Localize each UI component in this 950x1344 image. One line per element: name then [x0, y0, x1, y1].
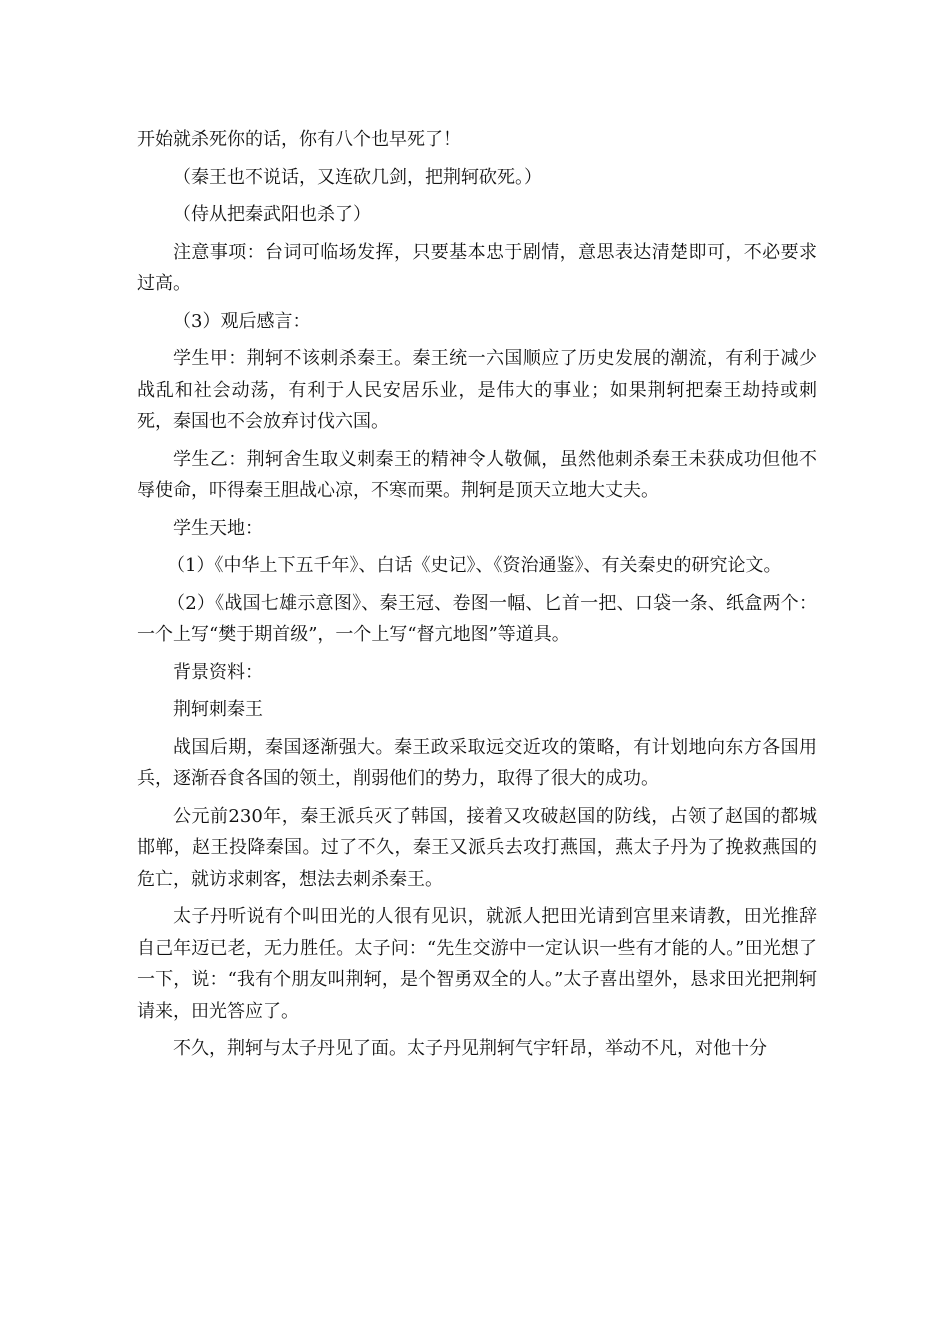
student-a-paragraph: 学生甲：荆轲不该刺杀秦王。秦王统一六国顺应了历史发展的潮流，有利于减少战乱和社会动荡，有利于人民安居乐业，是伟大的事业；如果荆轲把秦王劫持或刺死，秦国也不会放弃讨伐六国。	[137, 348, 817, 432]
stage-direction-2: （侍从把秦武阳也杀了）	[173, 204, 371, 225]
stage-direction-1: （秦王也不说话，又连砍几剑，把荆轲砍死。）	[173, 166, 542, 188]
article-title: 荆轲刺秦王	[173, 699, 263, 720]
article-paragraph-2: 公元前230年，秦王派兵灭了韩国，接着又攻破赵国的防线，占领了赵国的都城邯郸，赵王投降秦国。过了不久，秦王又派兵去攻打燕国，燕太子丹为了挽救燕国的危亡，就访求刺客，想法去刺杀秦王。	[137, 805, 817, 890]
list-item-2: （2）《战国七雄示意图》、秦王冠、卷图一幅、匕首一把、口袋一条、纸盒两个：一个上写“樊于期首级”，一个上写“督亢地图”等道具。	[137, 592, 817, 645]
paragraph-continuation: 开始就杀死你的话，你有八个也早死了！	[137, 129, 461, 150]
section-heading-background: 背景资料：	[173, 661, 263, 683]
section-heading-reflections: （3）观后感言：	[173, 310, 311, 332]
article-paragraph-3: 太子丹听说有个叫田光的人很有见识，就派人把田光请到宫里来请教，田光推辞自己年迈已老，无力胜任。太子问：“先生交游中一定认识一些有才能的人。”田光想了一下，说：“我有个朋友叫荆轲，是个智勇双全的人。”太子喜出望外，恳求田光把荆轲请来，田光答应了。	[137, 906, 817, 1022]
document-body	[137, 124, 817, 1065]
article-paragraph-1: 战国后期，秦国逐渐强大。秦王政采取远交近攻的策略，有计划地向东方各国用兵，逐渐吞食各国的领土，削弱他们的势力，取得了很大的成功。	[137, 736, 817, 789]
article-paragraph-4: 不久，荆轲与太子丹见了面。太子丹见荆轲气宇轩昂，举动不凡，对他十分	[173, 1038, 767, 1059]
student-b-paragraph: 学生乙：荆轲舍生取义刺秦王的精神令人敬佩，虽然他刺杀秦王未获成功但他不辱使命，吓得秦王胆战心凉，不寒而栗。荆轲是顶天立地大丈夫。	[137, 448, 817, 501]
notes-paragraph: 注意事项：台词可临场发挥，只要基本忠于剧情，意思表达清楚即可，不必要求过高。	[137, 241, 817, 294]
section-heading-student-corner: 学生天地：	[173, 517, 263, 539]
list-item-1: （1）《中华上下五千年》、白话《史记》、《资治通鉴》、有关秦史的研究论文。	[167, 555, 782, 576]
